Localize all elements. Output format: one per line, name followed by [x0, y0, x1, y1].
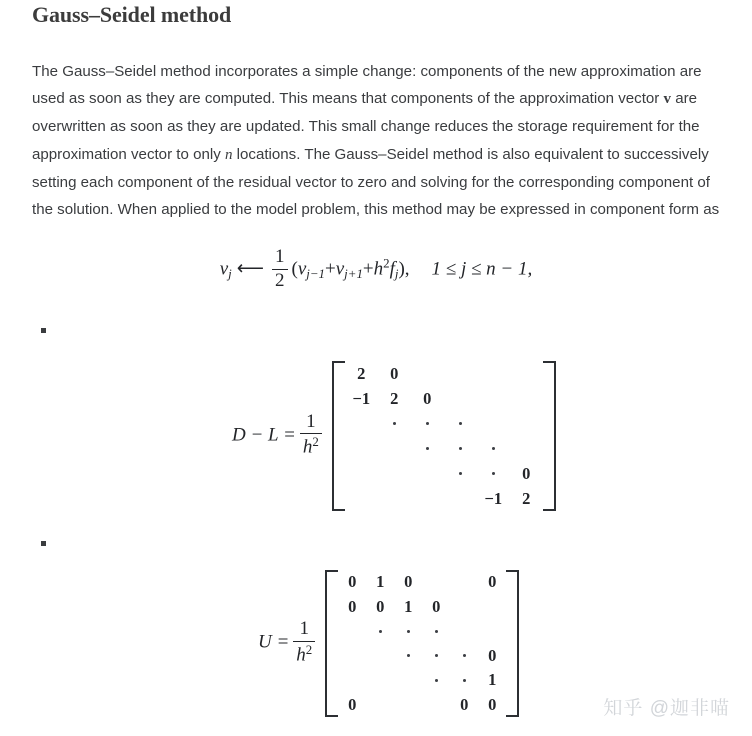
matrix-cell-r2-c4: 0 [432, 596, 441, 616]
right-bracket [543, 361, 556, 511]
term4-variable: f [389, 258, 395, 280]
matrix-cell-r6-c1 [345, 486, 378, 511]
plus-operator-1: + [325, 258, 336, 280]
matrix-cell-r3-c6 [478, 619, 506, 644]
matrix-cell-r2-c3: 1 [404, 596, 413, 616]
matrix-u-coeff-denominator [293, 642, 315, 666]
matrix-cell-r3-c3 [394, 619, 422, 644]
matrix-cell-r6-c2 [378, 486, 411, 511]
matrix-cell-r4-c6 [510, 436, 543, 461]
term4-subscript: j [394, 265, 399, 281]
page-title: Gauss–Seidel method [32, 2, 232, 27]
matrix-u-coefficient [293, 619, 315, 666]
matrix-cell-r5-c5 [450, 668, 478, 693]
fraction-numerator: 1 [272, 247, 288, 270]
fraction-denominator: 2 [275, 269, 285, 291]
term1-variable: v [297, 258, 307, 280]
matrix-cell-r5-c5 [477, 461, 510, 486]
list-item-bullet-1 [41, 328, 46, 333]
one-half-fraction [272, 247, 288, 291]
matrix-cell-r5-c4 [444, 461, 477, 486]
matrix-cell-r3-c4 [422, 619, 450, 644]
matrix-cell-r1-c6: 0 [488, 572, 497, 592]
index-range-condition: 1 ≤ j ≤ n − 1, [431, 258, 533, 280]
site-watermark: 知乎 @迦非喵 [603, 698, 730, 719]
matrix-u-coeff-numerator: 1 [293, 619, 315, 642]
matrix-cell-r6-c1: 0 [348, 694, 357, 714]
matrix-cell-r1-c6 [510, 361, 543, 386]
term1-subscript: j−1 [306, 265, 326, 281]
equation-lhs-subscript: j [228, 265, 232, 281]
matrix-d-minus-l [232, 361, 556, 511]
matrix-cell-r1-c2: 0 [390, 363, 399, 383]
matrix-cell-r4-c6: 0 [488, 645, 497, 665]
matrix-cell-r4-c5 [477, 436, 510, 461]
matrix-cell-r2-c5 [477, 386, 510, 411]
matrix-dl-label: D − L = [232, 424, 296, 446]
matrix-cell-r4-c5 [450, 644, 478, 669]
matrix-cell-r1-c5 [477, 361, 510, 386]
matrix-cell-r6-c3 [411, 486, 444, 511]
matrix-cell-r4-c2 [378, 436, 411, 461]
matrix-cell-r1-c2: 1 [376, 572, 385, 592]
matrix-cell-r5-c3 [411, 461, 444, 486]
close-paren: ) [398, 258, 405, 280]
matrix-cell-r3-c1 [338, 619, 366, 644]
matrix-cell-r1-c1: 2 [357, 363, 366, 383]
matrix-cell-r5-c1 [345, 461, 378, 486]
matrix-cell-r3-c6 [510, 411, 543, 436]
matrix-dl-brackets [332, 361, 556, 511]
matrix-cell-r3-c1 [345, 411, 378, 436]
matrix-cell-r5-c6: 0 [522, 463, 531, 483]
assignment-arrow-icon: ⟵ [236, 258, 262, 280]
matrix-dl-coeff-numerator: 1 [300, 412, 322, 435]
matrix-cell-r4-c3 [411, 436, 444, 461]
matrix-cell-r6-c5: −1 [484, 488, 503, 508]
matrix-u-grid [338, 570, 506, 717]
matrix-cell-r2-c3: 0 [423, 388, 432, 408]
matrix-u-coeff-den-base: h [296, 644, 306, 666]
term3-variable: h [373, 258, 384, 280]
matrix-u-lead [258, 620, 325, 667]
matrix-cell-r5-c6: 1 [488, 670, 497, 690]
matrix-dl-coeff-den-exponent: 2 [312, 434, 319, 450]
matrix-cell-r1-c3: 0 [404, 572, 413, 592]
matrix-cell-r2-c2: 2 [390, 388, 399, 408]
matrix-cell-r4-c3 [394, 644, 422, 669]
right-bracket [506, 570, 519, 717]
matrix-u-coeff-den-exponent: 2 [305, 641, 313, 657]
matrix-dl-coeff-den-base: h [302, 436, 313, 458]
matrix-cell-r1-c1: 0 [348, 572, 357, 592]
paragraph-part-3: locations. The Gauss–Seidel method is also equivalent to successively setting each component of the residual vector to zero and solving for the corresponding component of the solution. When applied to the model problem, this method may be expressed in component form as [32, 145, 720, 219]
equation-comma: , [404, 258, 410, 280]
article-paragraph [32, 58, 724, 223]
matrix-cell-r4-c1 [338, 644, 366, 669]
matrix-cell-r6-c2 [366, 693, 394, 718]
matrix-cell-r6-c5: 0 [460, 694, 469, 714]
paragraph-part-1: The Gauss–Seidel method incorporates a simple change: components of the new approximation are used as soon as they are computed. This means that components of the approximation vector [32, 63, 702, 108]
matrix-cell-r2-c2: 0 [376, 596, 385, 616]
list-item-bullet-2 [41, 541, 46, 546]
matrix-cell-r4-c1 [345, 436, 378, 461]
matrix-cell-r3-c4 [444, 411, 477, 436]
plus-operator-2: + [362, 258, 374, 280]
term2-subscript: j+1 [344, 265, 363, 281]
paragraph-part-2: are overwritten as soon as they are updated. This small change reduces the storage requirement for the approximation vector to only [32, 90, 700, 163]
matrix-cell-r2-c6 [510, 386, 543, 411]
matrix-cell-r3-c2 [378, 411, 411, 436]
matrix-cell-r5-c3 [394, 668, 422, 693]
matrix-cell-r3-c2 [366, 619, 394, 644]
matrix-dl-lead [232, 410, 332, 460]
matrix-cell-r1-c3 [411, 361, 444, 386]
matrix-cell-r4-c2 [366, 644, 394, 669]
matrix-cell-r3-c5 [450, 619, 478, 644]
matrix-dl-coeff-denominator [300, 434, 322, 458]
matrix-u [258, 570, 519, 717]
matrix-cell-r5-c2 [378, 461, 411, 486]
matrix-cell-r6-c6: 0 [488, 694, 497, 714]
matrix-cell-r6-c6: 2 [522, 488, 531, 508]
component-form-equation [0, 248, 752, 292]
matrix-u-brackets [325, 570, 519, 717]
matrix-cell-r2-c1: −1 [352, 388, 371, 408]
equation-lhs-variable: v [219, 258, 229, 280]
variable-n-symbol: n [224, 146, 233, 163]
matrix-cell-r2-c6 [478, 595, 506, 620]
left-bracket [325, 570, 338, 717]
matrix-cell-r4-c4 [444, 436, 477, 461]
matrix-cell-r5-c4 [422, 668, 450, 693]
matrix-cell-r1-c5 [450, 570, 478, 595]
matrix-cell-r1-c4 [422, 570, 450, 595]
matrix-cell-r6-c4 [444, 486, 477, 511]
matrix-cell-r2-c1: 0 [348, 596, 357, 616]
left-bracket [332, 361, 345, 511]
matrix-cell-r4-c4 [422, 644, 450, 669]
matrix-dl-coefficient [300, 412, 322, 459]
matrix-cell-r6-c4 [422, 693, 450, 718]
matrix-cell-r6-c3 [394, 693, 422, 718]
matrix-dl-grid [345, 361, 543, 511]
matrix-cell-r2-c5 [450, 595, 478, 620]
term2-variable: v [335, 258, 345, 280]
open-paren: ( [291, 258, 298, 280]
matrix-cell-r3-c3 [411, 411, 444, 436]
matrix-cell-r2-c4 [444, 386, 477, 411]
matrix-cell-r5-c2 [366, 668, 394, 693]
term3-exponent: 2 [383, 255, 390, 271]
matrix-cell-r5-c1 [338, 668, 366, 693]
matrix-u-label: U = [258, 631, 290, 653]
matrix-cell-r1-c4 [444, 361, 477, 386]
vector-v-symbol: v [663, 91, 671, 108]
matrix-cell-r3-c5 [477, 411, 510, 436]
